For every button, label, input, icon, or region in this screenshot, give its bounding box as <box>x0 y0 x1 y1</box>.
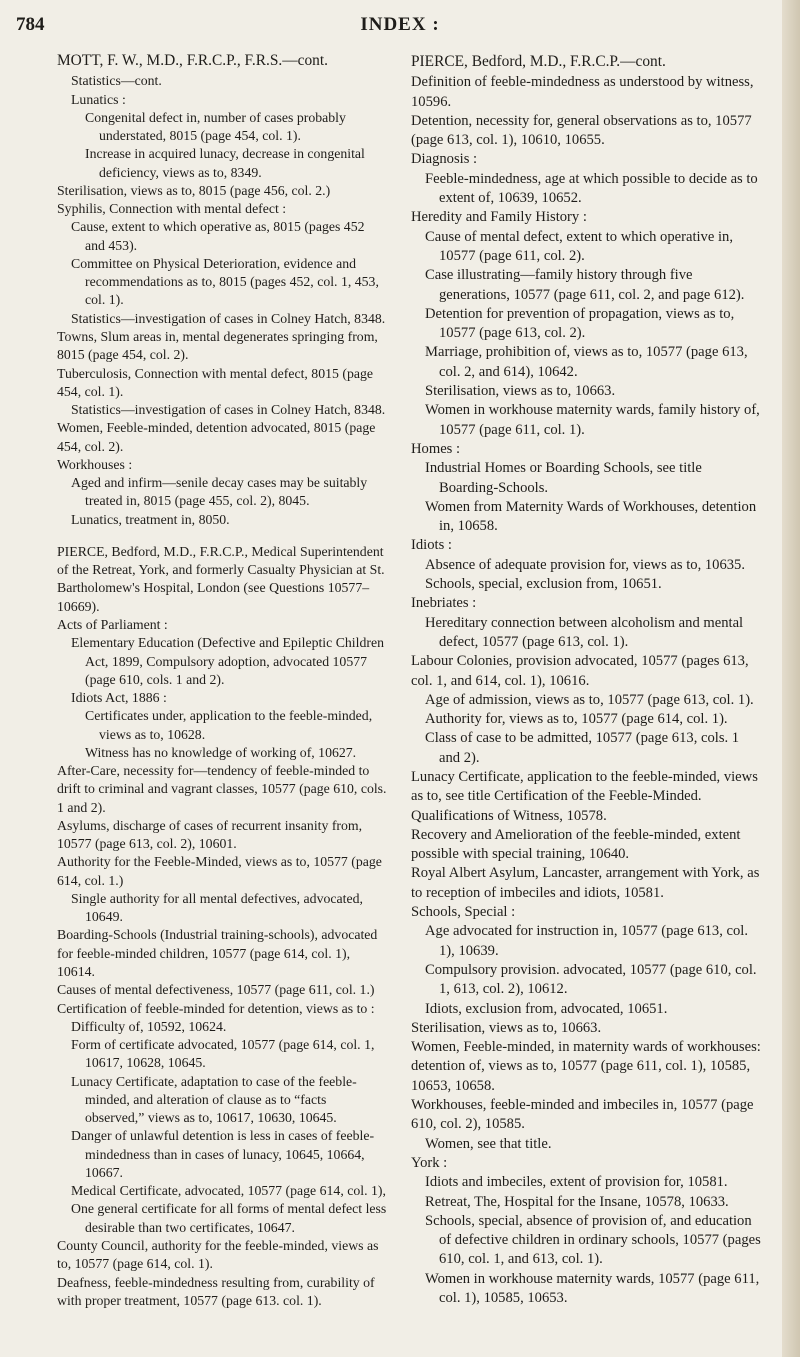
index-entry: Women, Feeble-minded, in maternity wards of workhouses: detention of, views as to, 10577 (page 611, col. 1), 10585, 10653, 10658. <box>411 1039 761 1094</box>
index-entry: Inebriates : <box>411 595 477 612</box>
index-entry: Detention for prevention of propagation, views as to, 10577 (page 613, col. 2). <box>425 305 735 342</box>
index-entry: Age of admission, views as to, 10577 (page 613, col. 1). <box>425 691 754 708</box>
index-entry: Single authority for all mental defectives, advocated, 10649. <box>71 890 363 925</box>
index-entry: Tuberculosis, Connection with mental defect, 8015 (page 454, col. 1). <box>57 365 373 399</box>
index-entry: Towns, Slum areas in, mental degenerates springing from, 8015 (page 454, col. 2). <box>57 328 378 363</box>
index-entry: Absence of adequate provision for, views as to, 10635. <box>425 556 745 573</box>
page-number: 784 <box>16 14 45 35</box>
index-entry: Asylums, discharge of cases of recurrent insanity from, 10577 (page 613, col. 2), 10601. <box>57 817 363 852</box>
index-entry: Idiots and imbeciles, extent of provision for, 10581. <box>425 1174 728 1191</box>
right-column <box>411 52 761 1308</box>
index-entry: Aged and infirm—senile decay cases may be suitably treated in, 8015 (page 455, col. 2), 8045. <box>71 475 368 509</box>
index-entry: Industrial Homes or Boarding Schools, see title Boarding-Schools. <box>425 460 702 496</box>
index-entry: Congenital defect in, number of cases probably understated, 8015 (page 454, col. 1). <box>85 109 346 144</box>
index-entry: Homes : <box>411 440 461 457</box>
index-entry: Cause, extent to which operative as, 8015 (pages 452 and 453). <box>71 219 365 253</box>
index-entry: Idiots : <box>411 537 452 554</box>
index-entry: Sterilisation, views as to, 8015 (page 456, col. 2.) <box>57 182 331 198</box>
index-entry: Schools, Special : <box>411 904 516 921</box>
running-head: MOTT, F. W., M.D., F.R.C.P., F.R.S.—cont. <box>57 52 328 69</box>
index-entry: Causes of mental defectiveness, 10577 (page 611, col. 1.) <box>57 982 375 998</box>
left-column <box>57 52 387 1310</box>
index-entry: Witness has no knowledge of working of, 10627. <box>85 744 357 760</box>
index-entry: Idiots, exclusion from, advocated, 10651. <box>425 1000 668 1017</box>
index-entry: Sterilisation, views as to, 10663. <box>411 1019 602 1036</box>
index-entry: Schools, special, absence of provision of, and education of defective children in ordinary schools, 10577 (pages 610, col. 1, and 613, col. 1). <box>425 1212 761 1268</box>
main-entry: PIERCE, Bedford, M.D., F.R.C.P., Medical Superintendent of the Retreat, York, and formerly Casualty Physician at St. Bartholomew's Hospital, London (see Questions 10577–10669). <box>57 543 385 614</box>
index-entry: Authority for the Feeble-Minded, views as to, 10577 (page 614, col. 1.) <box>57 854 382 888</box>
index-entry: Case illustrating—family history through five generations, 10577 (page 611, col. 2, and page 612). <box>425 267 745 303</box>
index-entry: Danger of unlawful detention is less in cases of feeble-mindedness than in cases of lunacy, 10645, 10664, 10667. <box>71 1128 375 1180</box>
index-entry: Definition of feeble-mindedness as understood by witness, 10596. <box>411 74 754 110</box>
index-entry: Certificates under, application to the feeble-minded, views as to, 10628. <box>85 708 373 742</box>
index-entry: Medical Certificate, advocated, 10577 (page 614, col. 1), <box>71 1183 386 1199</box>
index-entry: York : <box>411 1154 448 1171</box>
index-entry: Workhouses : <box>57 456 133 472</box>
index-entry: Form of certificate advocated, 10577 (page 614, col. 1, 10617, 10628, 10645. <box>71 1037 375 1071</box>
index-entry: Lunacy Certificate, application to the feeble-minded, views as to, see title Certification of the Feeble-Minded. <box>411 768 758 805</box>
index-entry: Recovery and Amelioration of the feeble-minded, extent possible with special training, 10640. <box>411 826 741 863</box>
running-head: PIERCE, Bedford, M.D., F.R.C.P.—cont. <box>411 53 666 70</box>
index-entry: Feeble-mindedness, age at which possible to decide as to extent of, 10639, 10652. <box>425 170 758 207</box>
index-entry: Labour Colonies, provision advocated, 10577 (pages 613, col. 1, and 614, col. 1), 10616. <box>411 653 749 689</box>
index-entry: Lunatics : <box>71 91 126 107</box>
index-entry: Lunacy Certificate, adaptation to case of the feeble-minded, and alteration of clause as to “facts observed,” views as to, 10617, 10630, 10645. <box>71 1073 357 1126</box>
index-entry: Women, Feeble-minded, detention advocated, 8015 (page 454, col. 2). <box>57 420 376 454</box>
index-entry: Lunatics, treatment in, 8050. <box>71 511 230 527</box>
index-entry: Certification of feeble-minded for detention, views as to : <box>57 1000 375 1016</box>
index-entry: Marriage, prohibition of, views as to, 10577 (page 613, col. 2, and 614), 10642. <box>425 344 748 380</box>
index-entry: Women, see that title. <box>425 1135 552 1152</box>
index-entry: Schools, special, exclusion from, 10651. <box>425 576 662 593</box>
index-entry: Committee on Physical Deterioration, evidence and recommendations as to, 8015 (pages 452, col. 1, 453, col. 1). <box>71 255 379 308</box>
index-entry: Authority for, views as to, 10577 (page 614, col. 1). <box>425 711 728 728</box>
index-entry: Women in workhouse maternity wards, family history of, 10577 (page 611, col. 1). <box>425 402 760 438</box>
index-entry: Qualifications of Witness, 10578. <box>411 807 607 824</box>
index-entry: Syphilis, Connection with mental defect : <box>57 201 287 217</box>
index-entry: Retreat, The, Hospital for the Insane, 10578, 10633. <box>425 1193 729 1210</box>
index-entry: After-Care, necessity for—tendency of feeble-minded to drift to criminal and vagrant classes, 10577 (page 610, cols. 1 and 2). <box>57 763 387 815</box>
page-title: INDEX : <box>360 14 440 35</box>
index-entry: Women in workhouse maternity wards, 10577 (page 611, col. 1), 10585, 10653. <box>425 1270 760 1306</box>
index-entry: Deafness, feeble-mindedness resulting from, curability of with proper treatment, 10577 (page 613. col. 1). <box>57 1274 375 1308</box>
index-entry: Acts of Parliament : <box>57 616 168 632</box>
index-entry: Women from Maternity Wards of Workhouses, detention in, 10658. <box>425 498 757 535</box>
index-entry: Age advocated for instruction in, 10577 (page 613, col. 1), 10639. <box>425 923 749 959</box>
index-entry: County Council, authority for the feeble-minded, views as to, 10577 (page 614, col. 1). <box>57 1238 379 1272</box>
index-entry: Royal Albert Asylum, Lancaster, arrangement with York, as to reception of imbeciles and idiots, 10581. <box>411 865 760 901</box>
index-entry: Boarding-Schools (Industrial training-schools), advocated for feeble-minded children, 10577 (page 614, col. 1), 10614. <box>57 927 378 980</box>
index-entry: Statistics—cont. <box>71 73 162 89</box>
index-entry: Detention, necessity for, general observations as to, 10577 (page 613, col. 1), 10610, 10655. <box>411 112 752 149</box>
index-entry: Increase in acquired lunacy, decrease in congenital deficiency, views as to, 8349. <box>85 146 365 180</box>
index-entry: Idiots Act, 1886 : <box>71 690 167 706</box>
index-entry: Hereditary connection between alcoholism and mental defect, 10577 (page 613, col. 1). <box>425 614 744 650</box>
index-entry: One general certificate for all forms of mental defect less desirable than two certificates, 10647. <box>71 1201 387 1235</box>
page-header <box>0 14 800 44</box>
index-entry: Heredity and Family History : <box>411 209 587 226</box>
index-entry: Difficulty of, 10592, 10624. <box>71 1018 227 1034</box>
index-entry: Compulsory provision. advocated, 10577 (page 610, col. 1, 613, col. 2), 10612. <box>425 961 757 998</box>
index-entry: Elementary Education (Defective and Epileptic Children Act, 1899, Compulsory adoption, advocated 10577 (page 610, cols. 1 and 2). <box>71 635 384 687</box>
page-edge <box>782 0 800 1357</box>
index-entry: Class of case to be admitted, 10577 (page 613, cols. 1 and 2). <box>425 730 740 766</box>
index-entry: Diagnosis : <box>411 151 478 168</box>
index-entry: Statistics—investigation of cases in Colney Hatch, 8348. <box>71 402 386 418</box>
index-entry: Statistics—investigation of cases in Colney Hatch, 8348. <box>71 310 386 326</box>
index-entry: Cause of mental defect, extent to which operative in, 10577 (page 611, col. 2). <box>425 228 733 264</box>
index-entry: Workhouses, feeble-minded and imbeciles in, 10577 (page 610, col. 2), 10585. <box>411 1097 754 1133</box>
index-entry: Sterilisation, views as to, 10663. <box>425 383 616 400</box>
